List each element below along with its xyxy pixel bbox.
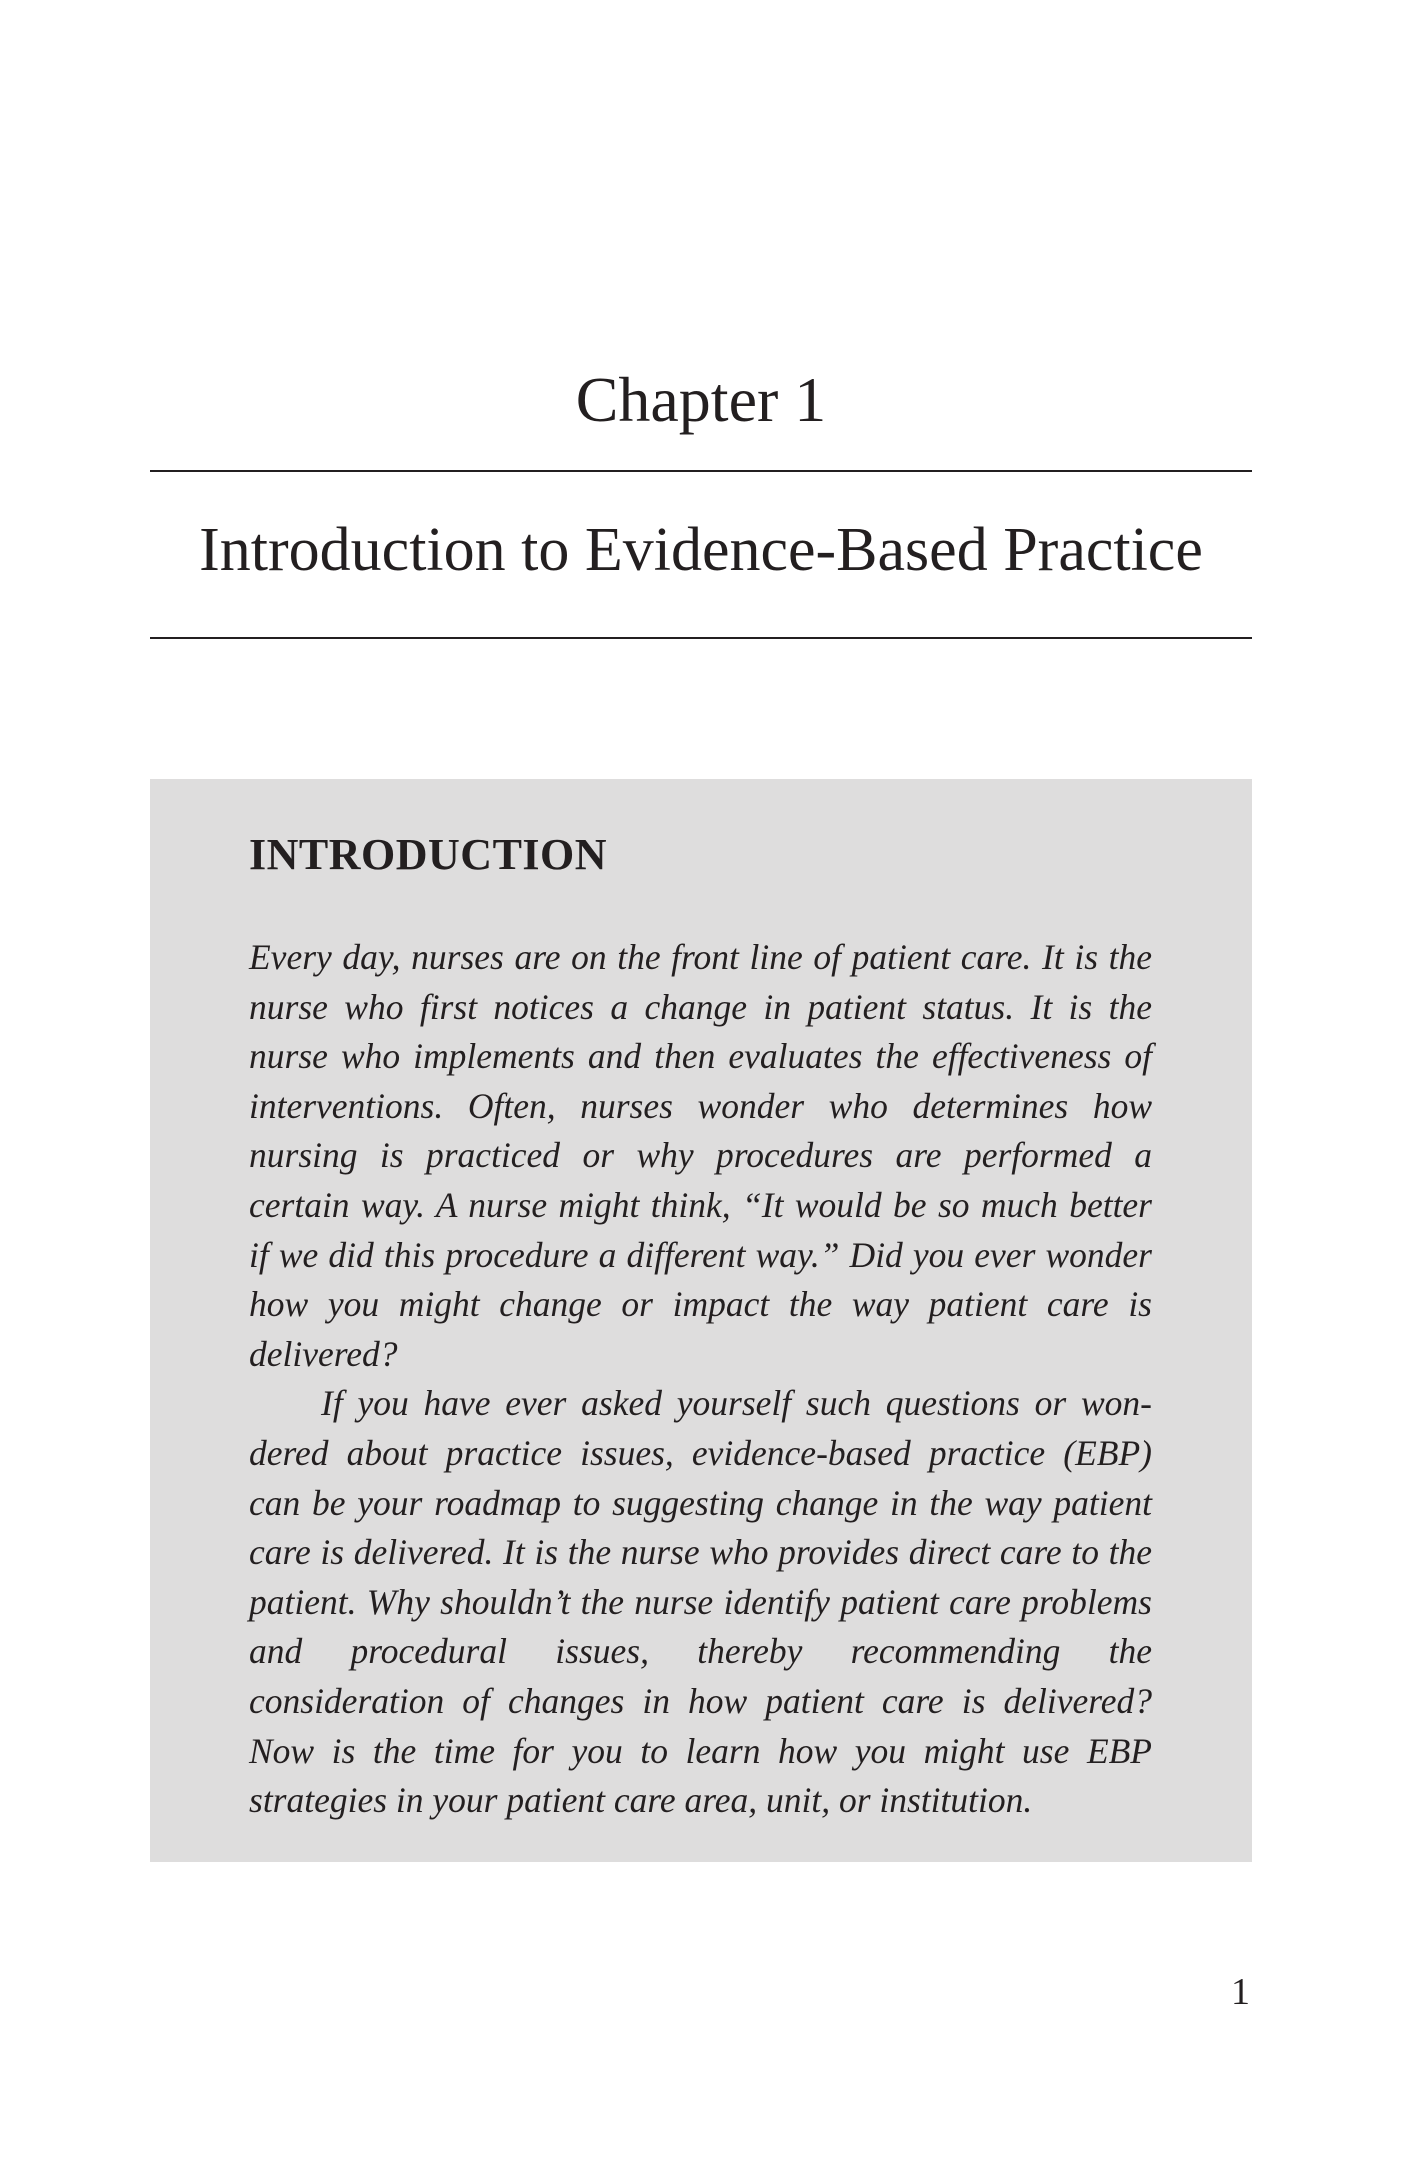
introduction-box xyxy=(150,779,1252,1862)
introduction-paragraph-2: If you have ever asked yourself such questions or wondered about practice issues, evidence-based practice (EBP) can be your roadmap to suggesting change in the way patient care is delivered. It is the nurse who provides direct care to the patient. Why shouldn’t the nurse identify patient care problems and procedural issues, thereby recommending the consideration of changes in how patient care is delivered? Now is the time for you to learn how you might use EBP strategies in your patient care area, unit, or institution. xyxy=(249,1383,1152,1821)
page-number: 1 xyxy=(1231,1971,1250,2013)
chapter-bottom-rule xyxy=(150,637,1252,639)
chapter-title: Introduction to Evidence-Based Practice xyxy=(199,516,1203,584)
chapter-label: Chapter 1 xyxy=(575,364,827,435)
chapter-top-rule xyxy=(150,470,1252,472)
introduction-paragraph-1: Every day, nurses are on the front line of patient care. It is the nurse who first notices a change in patient status. It is the nurse who implements and then evaluates the effectiveness of interventions. Often, nurses wonder who determines how nursing is practiced or why procedures are performed a certain way. A nurse might think, “It would be so much better if we did this procedure a different way.” Did you ever wonder how you might change or impact the way patient care is delivered? xyxy=(249,937,1152,1374)
introduction-heading: INTRODUCTION xyxy=(249,830,608,879)
